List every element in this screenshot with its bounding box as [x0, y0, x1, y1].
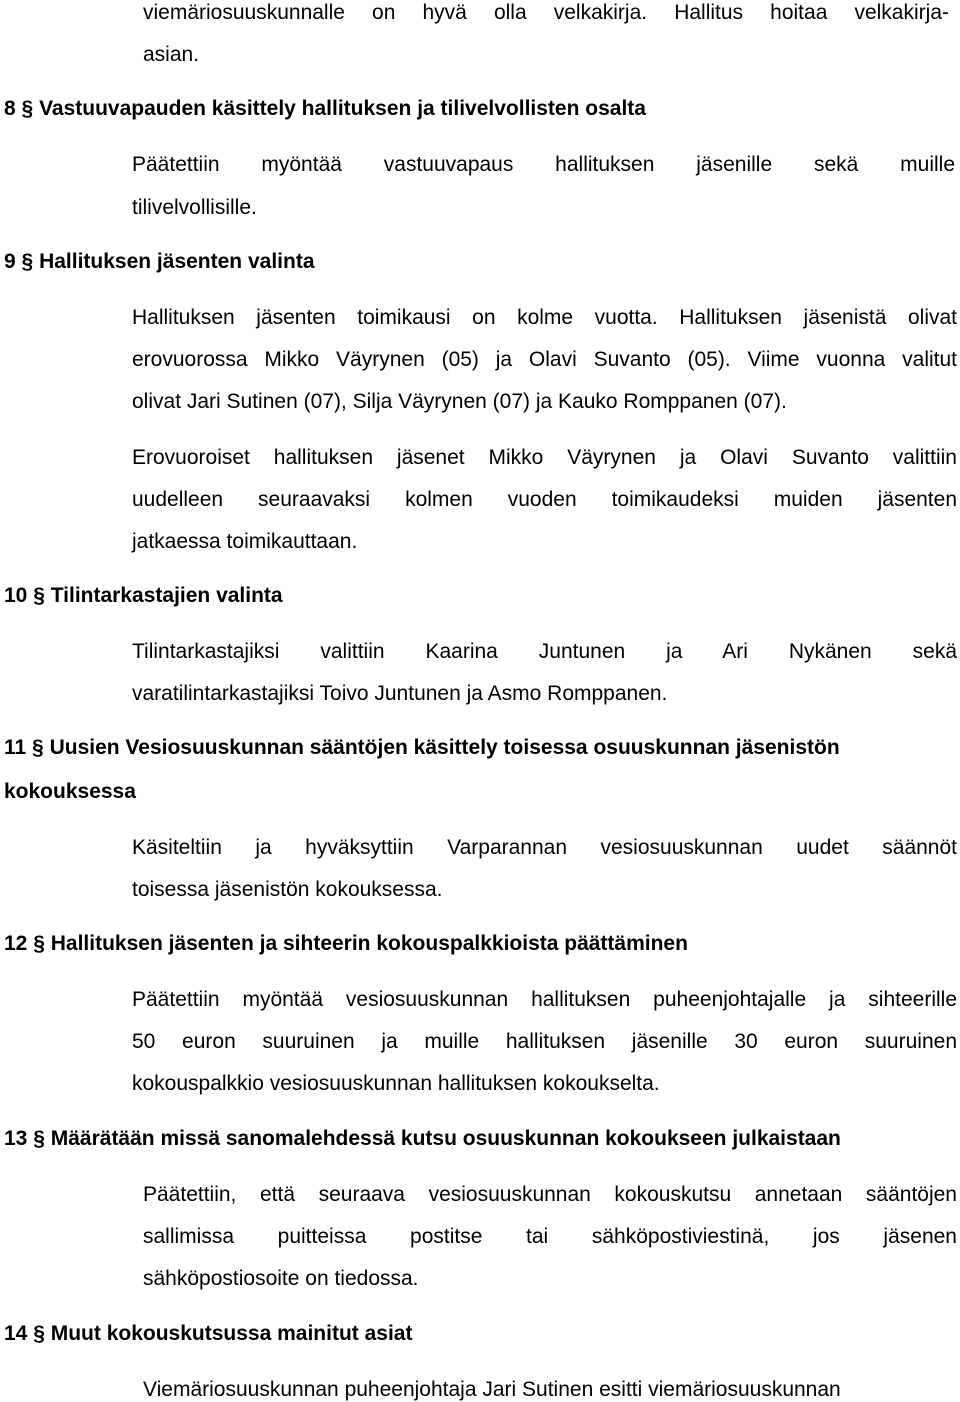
section-title: Uusien Vesiosuuskunnan sääntöjen käsittely toisessa osuuskunnan jäsenistön	[49, 736, 840, 759]
section-sign: §	[21, 97, 34, 120]
section-number: 11	[4, 736, 27, 759]
paragraph-line: Hallituksen jäsenten toimikausi on kolme vuotta. Hallituksen jäsenistä olivat	[132, 306, 957, 329]
paragraph-line: sähköpostiosoite on tiedossa.	[143, 1267, 419, 1290]
section-number: 12	[4, 932, 28, 955]
section-number: 14	[4, 1322, 28, 1345]
paragraph-line: viemäriosuuskunnalle on hyvä olla velkakirja. Hallitus hoitaa velkakirja-	[143, 1, 949, 24]
section-heading	[4, 251, 315, 272]
section-sign: §	[33, 932, 45, 955]
section-title: Tilintarkastajien valinta	[50, 584, 283, 607]
section-heading	[4, 933, 688, 954]
section-heading	[4, 737, 840, 758]
section-sign: §	[21, 250, 34, 273]
paragraph-line: Erovuoroiset hallituksen jäsenet Mikko Väyrynen ja Olavi Suvanto valittiin	[132, 446, 957, 469]
section-heading	[4, 585, 283, 606]
section-heading	[4, 98, 646, 119]
paragraph-line: Päätettiin, että seuraava vesiosuuskunnan kokouskutsu annetaan sääntöjen	[143, 1183, 957, 1206]
paragraph-line: jatkaessa toimikauttaan.	[132, 530, 358, 553]
section-sign: §	[33, 1322, 45, 1345]
paragraph-line: Viemäriosuuskunnan puheenjohtaja Jari Sutinen esitti viemäriosuuskunnan	[143, 1378, 841, 1401]
section-heading	[4, 1128, 841, 1149]
section-heading	[4, 1323, 412, 1344]
paragraph-line: kokouspalkkio vesiosuuskunnan hallituksen kokoukselta.	[132, 1072, 660, 1095]
paragraph-line: Päätettiin myöntää vastuuvapaus hallituksen jäsenille sekä muille	[132, 153, 955, 176]
paragraph-line: 50 euron suuruinen ja muille hallituksen jäsenille 30 euron suuruinen	[132, 1030, 957, 1053]
section-title: Muut kokouskutsussa mainitut asiat	[50, 1322, 413, 1345]
paragraph-line: sallimissa puitteissa postitse tai sähköpostiviestinä, jos jäsenen	[143, 1225, 957, 1248]
section-title: Hallituksen jäsenten ja sihteerin kokouspalkkioista päättäminen	[50, 932, 688, 955]
paragraph-line: Tilintarkastajiksi valittiin Kaarina Juntunen ja Ari Nykänen sekä	[132, 640, 957, 663]
paragraph-line: uudelleen seuraavaksi kolmen vuoden toimikaudeksi muiden jäsenten	[132, 488, 957, 511]
section-number: 8	[4, 97, 16, 120]
paragraph-line: Käsiteltiin ja hyväksyttiin Varparannan vesiosuuskunnan uudet säännöt	[132, 836, 957, 859]
section-sign: §	[32, 736, 44, 759]
paragraph-line: olivat Jari Sutinen (07), Silja Väyrynen (07) ja Kauko Romppanen (07).	[132, 390, 787, 413]
paragraph-line: varatilintarkastajiksi Toivo Juntunen ja Asmo Romppanen.	[132, 682, 668, 705]
section-sign: §	[33, 584, 45, 607]
paragraph-line: erovuorossa Mikko Väyrynen (05) ja Olavi Suvanto (05). Viime vuonna valitut	[132, 348, 957, 371]
section-number: 13	[4, 1127, 28, 1150]
paragraph-line: asian.	[143, 43, 200, 66]
section-title: Vastuuvapauden käsittely hallituksen ja tilivelvollisten osalta	[39, 97, 646, 120]
section-number: 9	[4, 250, 16, 273]
paragraph-line: tilivelvollisille.	[132, 196, 257, 219]
paragraph-line: Päätettiin myöntää vesiosuuskunnan hallituksen puheenjohtajalle ja sihteerille	[132, 988, 957, 1011]
paragraph-line: toisessa jäsenistön kokouksessa.	[132, 878, 443, 901]
section-title-continued: kokouksessa	[4, 780, 136, 803]
section-sign: §	[33, 1127, 45, 1150]
section-number: 10	[4, 584, 28, 607]
section-title: Määrätään missä sanomalehdessä kutsu osuuskunnan kokoukseen julkaistaan	[50, 1127, 841, 1150]
section-title: Hallituksen jäsenten valinta	[39, 250, 315, 273]
